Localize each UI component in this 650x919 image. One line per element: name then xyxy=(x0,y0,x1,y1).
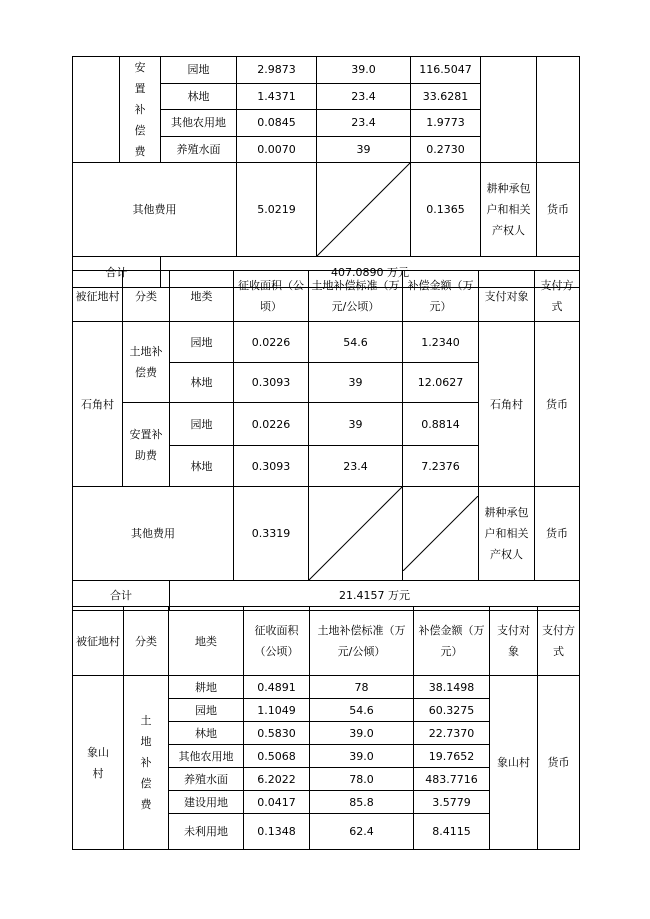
header-land-type: 地类 xyxy=(169,607,244,676)
land-type-cell: 林地 xyxy=(169,722,244,745)
area-cell: 0.3093 xyxy=(234,446,309,487)
standard-cell: 39.0 xyxy=(317,57,411,84)
amount-cell: 33.6281 xyxy=(411,83,481,110)
method-cell: 货币 xyxy=(537,163,580,257)
area-cell: 0.4891 xyxy=(244,676,310,699)
header-row xyxy=(73,271,580,322)
standard-cell: 54.6 xyxy=(310,699,414,722)
standard-cell: 78.0 xyxy=(310,768,414,791)
total-label: 合计 xyxy=(73,257,161,288)
land-type-cell: 耕地 xyxy=(169,676,244,699)
amount-cell: 60.3275 xyxy=(414,699,490,722)
village-cell xyxy=(73,57,120,163)
header-village: 被征地村 xyxy=(73,607,124,676)
recipient-cell xyxy=(481,57,537,163)
land-type-cell: 林地 xyxy=(170,446,234,487)
standard-cell: 39 xyxy=(309,363,403,403)
land-type-cell: 未利用地 xyxy=(169,814,244,850)
header-method: 支付方式 xyxy=(538,607,580,676)
header-recipient: 支付对象 xyxy=(479,271,535,322)
land-type-cell: 园地 xyxy=(169,699,244,722)
amount-cell: 12.0627 xyxy=(403,363,479,403)
method-cell xyxy=(537,57,580,163)
header-area: 征收面积（公顷） xyxy=(234,271,309,322)
amount-cell: 22.7370 xyxy=(414,722,490,745)
header-method: 支付方式 xyxy=(535,271,580,322)
total-value: 21.4157 万元 xyxy=(170,581,580,611)
standard-cell: 39 xyxy=(309,403,403,446)
diagonal-line-icon xyxy=(317,163,410,256)
land-type-cell: 园地 xyxy=(170,322,234,363)
header-category: 分类 xyxy=(123,271,170,322)
land-type-cell: 园地 xyxy=(170,403,234,446)
land-type-cell: 其他农用地 xyxy=(169,745,244,768)
land-type-cell: 林地 xyxy=(170,363,234,403)
shijiao-compensation-table xyxy=(72,270,580,611)
header-category: 分类 xyxy=(124,607,169,676)
diagonal-cell xyxy=(317,163,411,257)
table-row xyxy=(73,57,580,84)
area-cell: 0.5068 xyxy=(244,745,310,768)
header-amount: 补偿金额（万元） xyxy=(403,271,479,322)
amount-cell: 3.5779 xyxy=(414,791,490,814)
category-label: 安置补偿费 xyxy=(134,61,146,158)
land-type-cell: 园地 xyxy=(161,57,237,84)
header-area: 征收面积（公顷） xyxy=(244,607,310,676)
standard-cell: 23.4 xyxy=(317,83,411,110)
diagonal-cell xyxy=(403,487,479,581)
header-standard: 土地补偿标准（万元/公顷） xyxy=(309,271,403,322)
amount-cell: 0.8814 xyxy=(403,403,479,446)
area-cell: 0.1348 xyxy=(244,814,310,850)
header-row xyxy=(73,607,580,676)
recipient-cell: 石角村 xyxy=(479,322,535,487)
area-cell: 5.0219 xyxy=(237,163,317,257)
area-cell: 1.1049 xyxy=(244,699,310,722)
category-cell xyxy=(120,57,161,163)
header-village: 被征地村 xyxy=(73,271,123,322)
standard-cell: 23.4 xyxy=(317,110,411,137)
header-standard: 土地补偿标准（万元/公倾） xyxy=(310,607,414,676)
area-cell: 0.0417 xyxy=(244,791,310,814)
amount-cell: 8.4115 xyxy=(414,814,490,850)
standard-cell: 54.6 xyxy=(309,322,403,363)
compensation-table-continued xyxy=(72,56,580,288)
recipient-cell: 耕种承包户和相关产权人 xyxy=(479,487,535,581)
area-cell: 0.0845 xyxy=(237,110,317,137)
recipient-cell: 耕种承包户和相关产权人 xyxy=(481,163,537,257)
other-fees-label: 其他费用 xyxy=(73,163,237,257)
header-land-type: 地类 xyxy=(170,271,234,322)
amount-cell: 1.2340 xyxy=(403,322,479,363)
amount-cell: 0.2730 xyxy=(411,136,481,163)
standard-cell: 39 xyxy=(317,136,411,163)
standard-cell: 23.4 xyxy=(309,446,403,487)
method-cell: 货币 xyxy=(535,487,580,581)
other-fees-row xyxy=(73,163,580,257)
area-cell: 0.0226 xyxy=(234,403,309,446)
land-type-cell: 林地 xyxy=(161,83,237,110)
area-cell: 0.5830 xyxy=(244,722,310,745)
xiangshan-compensation-table xyxy=(72,606,580,850)
amount-cell: 483.7716 xyxy=(414,768,490,791)
other-fees-label: 其他费用 xyxy=(73,487,234,581)
amount-cell: 38.1498 xyxy=(414,676,490,699)
method-cell: 货币 xyxy=(535,322,580,487)
diagonal-cell xyxy=(309,487,403,581)
village-cell xyxy=(73,676,124,850)
category-cell xyxy=(124,676,169,850)
village-cell: 石角村 xyxy=(73,322,123,487)
area-cell: 0.0226 xyxy=(234,322,309,363)
land-type-cell: 建设用地 xyxy=(169,791,244,814)
area-cell: 6.2022 xyxy=(244,768,310,791)
amount-cell: 1.9773 xyxy=(411,110,481,137)
table-row xyxy=(73,676,580,699)
other-fees-row xyxy=(73,487,580,581)
land-type-cell: 养殖水面 xyxy=(161,136,237,163)
standard-cell: 39.0 xyxy=(310,722,414,745)
area-cell: 2.9873 xyxy=(237,57,317,84)
header-recipient: 支付对象 xyxy=(490,607,538,676)
amount-cell: 7.2376 xyxy=(403,446,479,487)
table-row xyxy=(73,322,580,363)
amount-cell: 116.5047 xyxy=(411,57,481,84)
header-amount: 补偿金额（万元） xyxy=(414,607,490,676)
land-type-cell: 其他农用地 xyxy=(161,110,237,137)
diagonal-line-icon xyxy=(403,496,478,571)
method-cell: 货币 xyxy=(538,676,580,850)
category-label: 土地补偿费 xyxy=(140,714,152,811)
area-cell: 0.0070 xyxy=(237,136,317,163)
total-label: 合计 xyxy=(73,581,170,611)
standard-cell: 78 xyxy=(310,676,414,699)
diagonal-line-icon xyxy=(309,487,402,580)
recipient-cell: 象山村 xyxy=(490,676,538,850)
village-label: 象山村 xyxy=(86,745,109,780)
standard-cell: 85.8 xyxy=(310,791,414,814)
amount-cell: 0.1365 xyxy=(411,163,481,257)
category-cell: 安置补助费 xyxy=(123,403,170,487)
standard-cell: 62.4 xyxy=(310,814,414,850)
area-cell: 1.4371 xyxy=(237,83,317,110)
total-value: 407.0890 万元 xyxy=(161,257,580,288)
category-cell: 土地补偿费 xyxy=(123,322,170,403)
area-cell: 0.3319 xyxy=(234,487,309,581)
amount-cell: 19.7652 xyxy=(414,745,490,768)
land-type-cell: 养殖水面 xyxy=(169,768,244,791)
standard-cell: 39.0 xyxy=(310,745,414,768)
area-cell: 0.3093 xyxy=(234,363,309,403)
